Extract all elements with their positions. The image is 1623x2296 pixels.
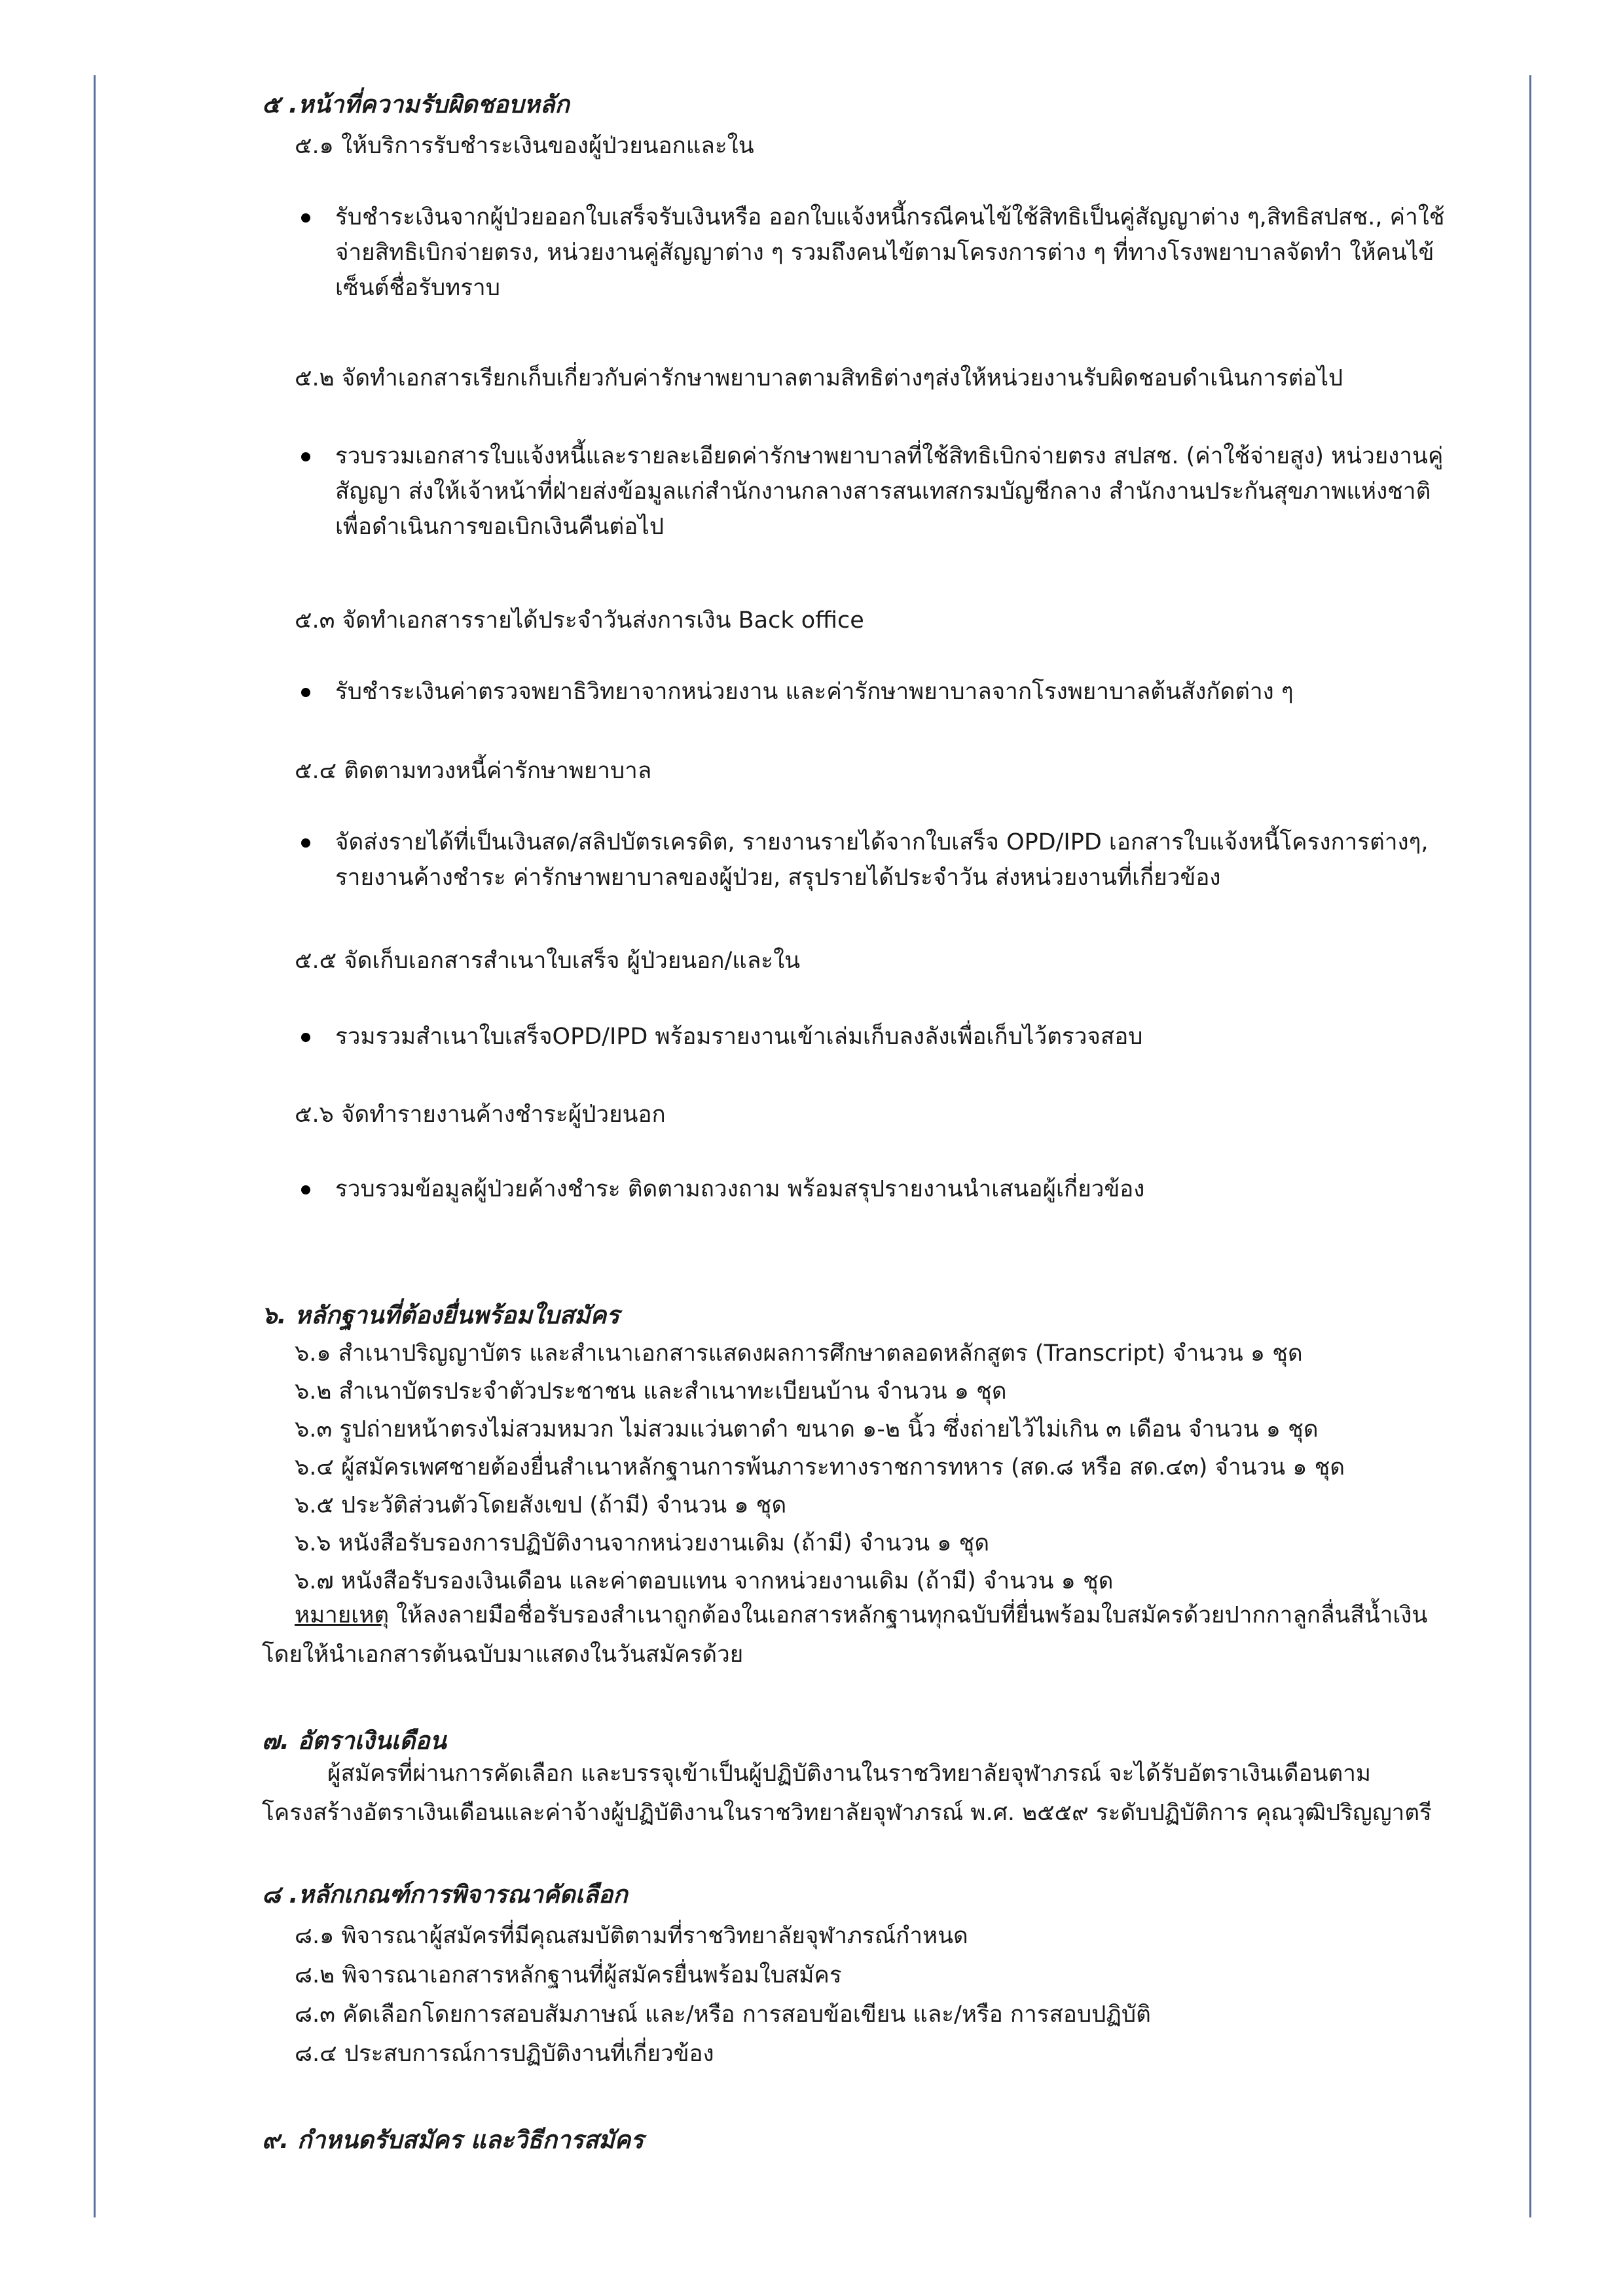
item-6-2: ๖.๒ สำเนาบัตรประจำตัวประชาชน และสำเนาทะเบียนบ้าน จำนวน ๑ ชุด — [295, 1378, 1007, 1405]
section-6-note — [262, 1596, 1434, 1674]
bullet-dot — [301, 1185, 310, 1194]
item-6-6: ๖.๖ หนังสือรับรองการปฏิบัติงานจากหน่วยงานเดิม (ถ้ามี) จำนวน ๑ ชุด — [295, 1530, 990, 1556]
bullet-dot — [301, 838, 310, 848]
item-5-3: ๕.๓ จัดทำเอกสารรายได้ประจำวันส่งการเงิน Back office — [295, 607, 864, 634]
item-5-6: ๕.๖ จัดทำรายงานค้างชำระผู้ป่วยนอก — [295, 1102, 666, 1128]
bullet-5-2: รวบรวมเอกสารใบแจ้งหนี้และรายละเอียดค่ารักษาพยาบาลที่ใช้สิทธิเบิกจ่ายตรง สปสช. (ค่าใช้จ่ายสูง) หน่วยงานคู่สัญญา ส่งให้เจ้าหน้าที่ฝ่ายส่งข้อมูลแก่สำนักงานกลางสารสนเทสกรมบัญชีกลาง สำนักงานประกันสุขภาพแห่งชาติ เพื่อดำเนินการขอเบิกเงินคืนต่อไป — [301, 439, 1473, 545]
item-6-3: ๖.๓ รูปถ่ายหน้าตรงไม่สวมหมวก ไม่สวมแว่นตาดำ ขนาด ๑-๒ นิ้ว ซึ่งถ่ายไว้ไม่เกิน ๓ เดือน จำนวน ๑ ชุด — [295, 1416, 1319, 1443]
item-6-4: ๖.๔ ผู้สมัครเพศชายต้องยื่นสำเนาหลักฐานการพ้นภาระทางราชการทหาร (สด.๘ หรือ สด.๔๓) จำนวน ๑ ชุด — [295, 1454, 1345, 1480]
bullet-dot — [301, 1033, 310, 1042]
item-8-4: ๘.๔ ประสบการณ์การปฏิบัติงานที่เกี่ยวข้อง — [295, 2041, 714, 2067]
bullet-dot — [301, 452, 310, 461]
section-5-title: ๕ .หน้าที่ความรับผิดชอบหลัก — [262, 90, 570, 118]
item-5-1: ๕.๑ ให้บริการรับชำระเงินของผู้ป่วยนอกและใน — [295, 133, 754, 159]
bullet-5-6: รวบรวมข้อมูลผู้ป่วยค้างชำระ ติดตามถวงถาม พร้อมสรุปรายงานนำเสนอผู้เกี่ยวข้อง — [301, 1172, 1473, 1207]
section-9-title: ๙. กำหนดรับสมัคร และวิธีการสมัคร — [262, 2126, 644, 2154]
item-5-4: ๕.๔ ติดตามทวงหนี้ค่ารักษาพยาบาล — [295, 758, 652, 784]
section-6-title: ๖. หลักฐานที่ต้องยื่นพร้อมใบสมัคร — [262, 1301, 620, 1329]
left-margin-line — [94, 75, 96, 2217]
bullet-5-3: รับชำระเงินค่าตรวจพยาธิวิทยาจากหน่วยงาน และค่ารักษาพยาบาลจากโรงพยาบาลต้นสังกัดต่าง ๆ — [301, 674, 1473, 709]
item-8-2: ๘.๒ พิจารณาเอกสารหลักฐานที่ผู้สมัครยื่นพร้อมใบสมัคร — [295, 1962, 842, 1988]
bullet-dot — [301, 213, 310, 223]
item-6-5: ๖.๕ ประวัติส่วนตัวโดยสังเขป (ถ้ามี) จำนวน ๑ ชุด — [295, 1492, 787, 1518]
item-5-5: ๕.๕ จัดเก็บเอกสารสำเนาใบเสร็จ ผู้ป่วยนอก/และใน — [295, 948, 801, 974]
item-8-3: ๘.๓ คัดเลือกโดยการสอบสัมภาษณ์ และ/หรือ การสอบข้อเขียน และ/หรือ การสอบปฏิบัติ — [295, 2001, 1151, 2028]
note-text: ให้ลงลายมือชื่อรับรองสำเนาถูกต้องในเอกสารหลักฐานทุกฉบับที่ยื่นพร้อมใบสมัครด้วยปากกาลูกลื่นสีน้ำเงิน โดยให้นำเอกสารต้นฉบับมาแสดงในวันสมัครด้วย — [262, 1602, 1428, 1668]
section-8-title: ๘ .หลักเกณฑ์การพิจารณาคัดเลือก — [262, 1880, 628, 1909]
item-6-7: ๖.๗ หนังสือรับรองเงินเดือน และค่าตอบแทน จากหน่วยงานเดิม (ถ้ามี) จำนวน ๑ ชุด — [295, 1568, 1114, 1594]
section-7-text: ผู้สมัครที่ผ่านการคัดเลือก และบรรจุเข้าเป็นผู้ปฏิบัติงานในราชวิทยาลัยจุฬาภรณ์ จะได้รับอัตราเงินเดือนตาม โครงสร้างอัตราเงินเดือนและค่าจ้างผู้ปฏิบัติงานในราชวิทยาลัยจุฬาภรณ์ พ.ศ. ๒๕๕๙ ระดับปฏิบัติการ คุณวุฒิปริญญาตรี — [262, 1761, 1432, 1826]
item-6-1: ๖.๑ สำเนาปริญญาบัตร และสำเนาเอกสารแสดงผลการศึกษาตลอดหลักสูตร (Transcript) จำนวน ๑ ชุด — [295, 1340, 1303, 1367]
bullet-5-5: รวมรวมสำเนาใบเสร็จOPD/IPD พร้อมรายงานเข้าเล่มเก็บลงลังเพื่อเก็บไว้ตรวจสอบ — [301, 1019, 1473, 1054]
section-7-title: ๗. อัตราเงินเดือน — [262, 1727, 447, 1755]
item-8-1: ๘.๑ พิจารณาผู้สมัครที่มีคุณสมบัติตามที่ราชวิทยาลัยจุฬาภรณ์กำหนด — [295, 1923, 968, 1949]
bullet-5-1: รับชำระเงินจากผู้ป่วยออกใบเสร็จรับเงินหรือ ออกใบแจ้งหนี้กรณีคนไข้ใช้สิทธิเป็นคู่สัญญาต่าง ๆ,สิทธิสปสช., ค่าใช้จ่ายสิทธิเบิกจ่ายตรง, หน่วยงานคู่สัญญาต่าง ๆ รวมถึงคนไข้ตามโครงการต่าง ๆ ที่ทางโรงพยาบาลจัดทำ ให้คนไข้เซ็นต์ชื่อรับทราบ — [301, 200, 1473, 306]
bullet-5-4: จัดส่งรายได้ที่เป็นเงินสด/สลิปบัตรเครดิต, รายงานรายได้จากใบเสร็จ OPD/IPD เอกสารใบแจ้งหนี้โครงการต่างๆ, รายงานค้างชำระ ค่ารักษาพยาบาลของผู้ป่วย, สรุปรายได้ประจำวัน ส่งหน่วยงานที่เกี่ยวข้อง — [301, 825, 1473, 895]
item-5-2: ๕.๒ จัดทำเอกสารเรียกเก็บเกี่ยวกับค่ารักษาพยาบาลตามสิทธิต่างๆส่งให้หน่วยงานรับผิดชอบดำเนินการต่อไป — [295, 365, 1343, 391]
bullet-dot — [301, 688, 310, 697]
note-label: หมายเหตุ — [295, 1602, 390, 1628]
right-margin-line — [1529, 75, 1531, 2217]
